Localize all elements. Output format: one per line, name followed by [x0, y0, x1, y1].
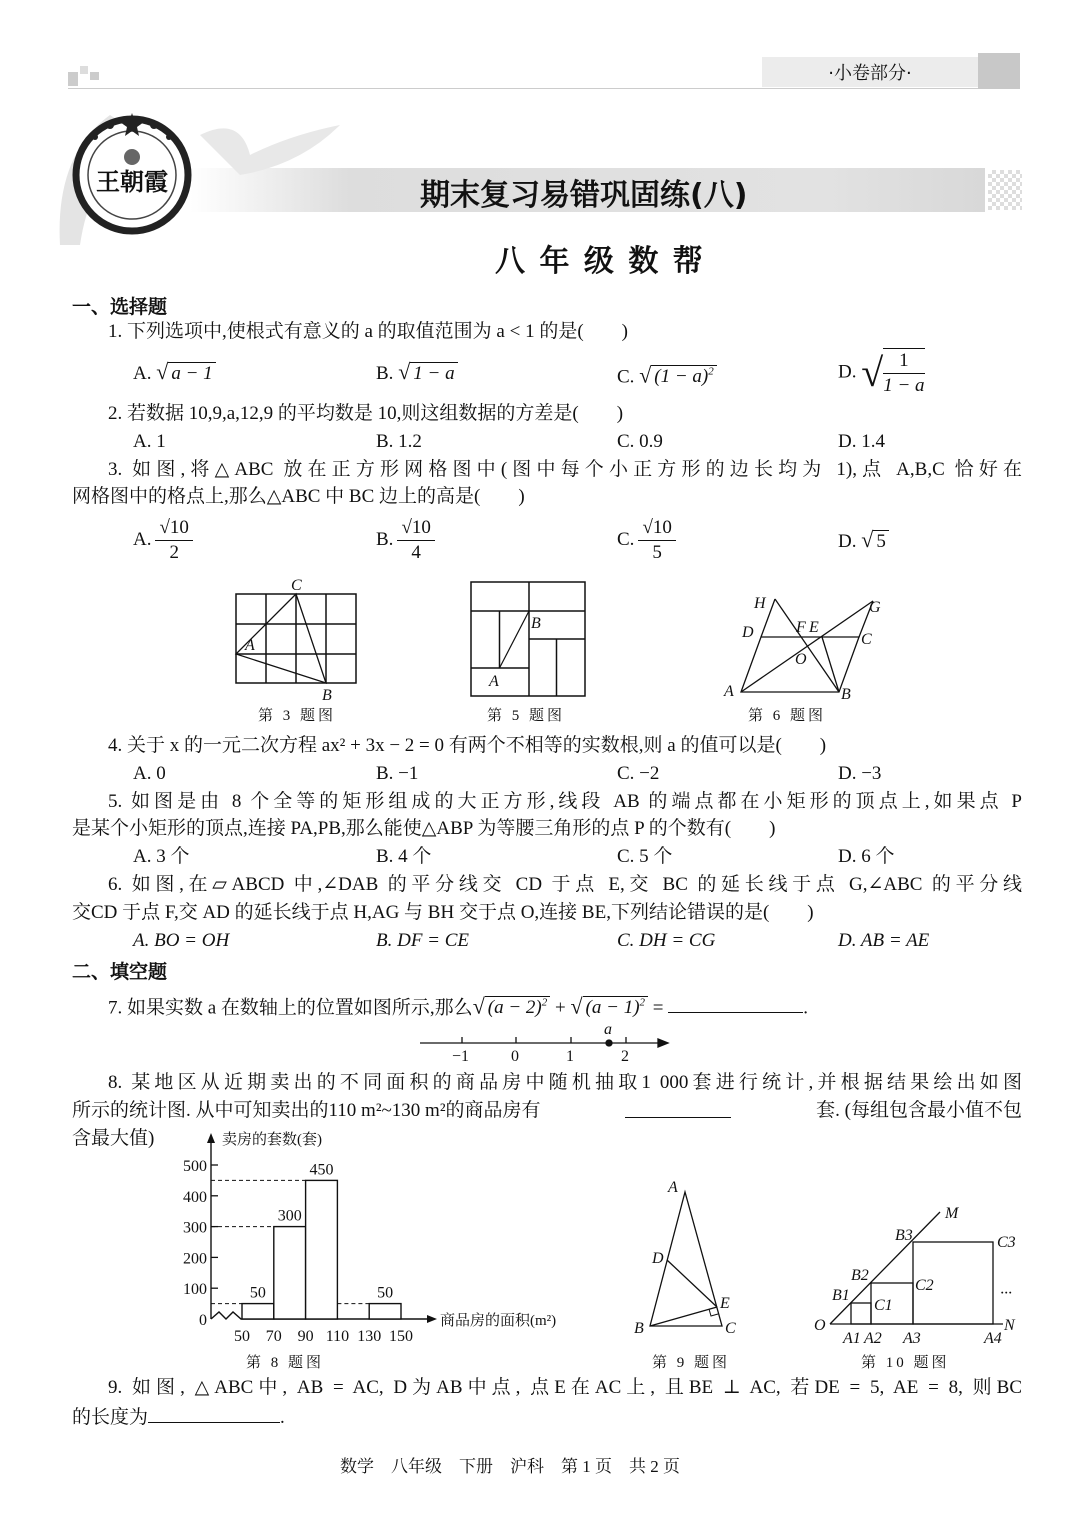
histogram-bar	[274, 1227, 306, 1319]
fig9-label-a: A	[668, 1179, 678, 1196]
x-tick-label: 90	[297, 1328, 314, 1345]
y-tick-label: 300	[183, 1219, 207, 1237]
q3-option-c: C. $\frac{√10}{5}$	[617, 516, 676, 565]
y-axis-label: 卖房的套数(套)	[222, 1132, 322, 1148]
fig10-label-a2: A2	[864, 1330, 882, 1347]
fig10-label-b2: B2	[851, 1267, 869, 1284]
fig6-label-c: C	[861, 631, 872, 648]
q2-text: 2. 若数据 10,9,a,12,9 的平均数是 10,则这组数据的方差是( )	[108, 403, 624, 424]
y-tick-label: 400	[183, 1188, 207, 1206]
fig6-label-b: B	[841, 686, 851, 703]
q1-option-a: A. √ a − 1	[133, 360, 216, 386]
fig3-caption: 第 3 题图	[258, 708, 337, 724]
fig10-label-a3: A3	[903, 1330, 921, 1347]
fig5-label-b: B	[531, 615, 541, 632]
histogram-bar	[306, 1180, 338, 1319]
x-axis-label: 商品房的面积(m²)	[440, 1313, 557, 1329]
fig6-label-g: G	[869, 599, 881, 616]
fig10-label-c1: C1	[874, 1297, 893, 1314]
x-tick-label: 70	[265, 1328, 282, 1345]
fig6-label-h: H	[754, 595, 766, 612]
number-line-tick: −1	[452, 1048, 470, 1065]
fig8-caption: 第 8 题图	[246, 1355, 325, 1371]
number-line-tick: 0	[511, 1048, 519, 1065]
number-line-tick: 1	[566, 1048, 574, 1065]
q5-option-d: D. 6 个	[838, 846, 895, 867]
x-tick-label: 50	[234, 1328, 250, 1345]
fig6-label-o: O	[795, 651, 807, 668]
fig5-caption: 第 5 题图	[487, 708, 566, 724]
q2-option-a: A. 1	[133, 431, 166, 452]
bar-data-label: 50	[249, 1284, 266, 1302]
fig6-label-d: D	[742, 624, 754, 641]
q1-option-d: D. √ $\frac{1}{1 - a}$	[838, 350, 925, 396]
q3-line-1: 3. 如图,将△ABC 放在正方形网格图中(图中每个小正方形的边长均为 1),点 A,B,C 恰好在	[108, 459, 1022, 480]
number-line	[420, 1037, 668, 1047]
fig9-label-c: C	[725, 1320, 736, 1337]
x-tick-label: 150	[389, 1328, 413, 1345]
fig10-label-b1: B1	[832, 1287, 850, 1304]
fig3-label-a: A	[245, 637, 255, 654]
fig10-label-o: O	[814, 1317, 826, 1334]
x-tick-label: 130	[357, 1328, 382, 1345]
q5-option-b: B. 4 个	[376, 846, 432, 867]
q1-option-b: B. √ 1 − a	[376, 360, 458, 386]
q2-option-d: D. 1.4	[838, 431, 885, 452]
q5-option-a: A. 3 个	[133, 846, 190, 867]
page-subtitle: 八 年 级 数 帮	[495, 244, 705, 279]
fig9-label-d: D	[652, 1250, 664, 1267]
fig6-label-e: E	[809, 619, 819, 636]
svg-text:王朝霞: 王朝霞	[96, 168, 168, 196]
fig10-label-c3: C3	[997, 1234, 1016, 1251]
fig10-label-n: N	[1004, 1317, 1015, 1334]
y-tick-label: 200	[183, 1250, 207, 1268]
section-tag: ·小卷部分·	[828, 63, 912, 84]
q3-line-2: 网格图中的格点上,那么△ABC 中 BC 边上的高是( )	[72, 486, 525, 507]
q6-line-2: 交CD 于点 F,交 AD 的延长线于点 H,AG 与 BH 交于点 O,连接 BE,下列结论错误的是( )	[72, 902, 814, 923]
fig6-label-f: F	[796, 619, 806, 636]
q1-text: 1. 下列选项中,使根式有意义的 a 的取值范围为 a < 1 的是( )	[108, 321, 628, 342]
fig6-parallelogram	[741, 599, 873, 692]
fig10-label-a1: A1	[843, 1330, 861, 1347]
q4-option-a: A. 0	[133, 763, 166, 784]
q5-line-2: 是某个小矩形的顶点,连接 PA,PB,那么能使△ABP 为等腰三角形的点 P 的个数有( )	[72, 818, 776, 839]
bar-data-label: 450	[309, 1161, 334, 1179]
q4-option-c: C. −2	[617, 763, 660, 784]
fig9-caption: 第 9 题图	[652, 1355, 731, 1371]
q3-option-b: B. $\frac{√10}{4}$	[376, 516, 435, 565]
q6-option-b: B. DF = CE	[376, 930, 470, 951]
q4-option-b: B. −1	[376, 763, 419, 784]
histogram-bar	[369, 1304, 401, 1319]
fig6-caption: 第 6 题图	[748, 708, 827, 724]
q7-text: 7. 如果实数 a 在数轴上的位置如图所示,那么√ $(a - 2)^2$ + √ $(a - 1)^2$ = .	[108, 993, 808, 1019]
number-line-point-label: a	[604, 1021, 612, 1038]
fig5-label-a: A	[489, 673, 499, 690]
q6-line-1: 6. 如图,在▱ABCD 中,∠DAB 的平分线交 CD 于点 E,交 BC 的延长线于点 G,∠ABC 的平分线	[108, 874, 1022, 895]
y-axis-arrow	[207, 1133, 215, 1143]
fig10-ellipsis: ···	[1000, 1285, 1012, 1302]
q2-option-c: C. 0.9	[617, 431, 663, 452]
fig6-label-a: A	[724, 683, 734, 700]
x-axis-arrow	[427, 1315, 437, 1323]
bar-data-label: 50	[377, 1284, 394, 1302]
y-tick-label: 0	[199, 1312, 207, 1329]
histogram-chart	[183, 1130, 556, 1345]
fig10-label-b3: B3	[895, 1227, 913, 1244]
fig10-label-a4: A4	[984, 1330, 1002, 1347]
fig9-label-b: B	[634, 1320, 644, 1337]
number-line-tick: 2	[621, 1048, 629, 1065]
q8-line-1: 8. 某地区从近期卖出的不同面积的商品房中随机抽取1 000套进行统计,并根据结果绘出如图	[108, 1072, 1022, 1093]
page-footer: 数学 八年级 下册 沪科 第 1 页 共 2 页	[340, 1457, 680, 1476]
fig3-label-c: C	[291, 577, 302, 594]
section-heading-choice: 一、选择题	[72, 296, 168, 318]
section-heading-fill: 二、填空题	[72, 961, 168, 983]
q6-option-a: A. BO = OH	[133, 930, 230, 951]
fig3-label-b: B	[322, 687, 332, 704]
q9-line-1: 9. 如图, △ABC中, AB = AC, D为AB中点, 点E在AC上, 且BE ⊥ AC, 若DE = 5, AE = 8, 则BC	[108, 1377, 1022, 1398]
q5-option-c: C. 5 个	[617, 846, 673, 867]
q8-line-3: 含最大值)	[72, 1128, 155, 1149]
histogram-bar	[242, 1304, 274, 1319]
q6-option-d: D. AB = AE	[838, 930, 930, 951]
q9-line-2: 的长度为 .	[72, 1404, 285, 1430]
bar-data-label: 300	[277, 1207, 302, 1225]
q6-option-c: C. DH = CG	[617, 930, 716, 951]
q4-option-d: D. −3	[838, 763, 882, 784]
q1-option-c: C. √ $(1 - a)^2$	[617, 360, 717, 389]
fig10-caption: 第 10 题图	[861, 1355, 950, 1371]
page-title: 期末复习易错巩固练(八)	[420, 178, 748, 213]
y-tick-label: 100	[183, 1281, 207, 1299]
q3-option-d: D. √ 5	[838, 528, 889, 554]
fig10-label-c2: C2	[915, 1277, 934, 1294]
fig10-label-m: M	[945, 1205, 959, 1222]
fig9-label-e: E	[720, 1295, 730, 1312]
x-tick-label: 110	[325, 1328, 350, 1345]
q8-line-2: 所示的统计图. 从中可知卖出的110 m²~130 m²的商品房有 套. (每组包含最小值不包	[72, 1100, 1022, 1121]
y-tick-label: 500	[183, 1158, 207, 1175]
q4-text: 4. 关于 x 的一元二次方程 ax² + 3x − 2 = 0 有两个不相等的实数根,则 a 的值可以是( )	[108, 735, 827, 756]
q2-option-b: B. 1.2	[376, 431, 422, 452]
q3-option-a: A. $\frac{√10}{2}$	[133, 516, 193, 565]
q5-line-1: 5. 如图是由 8 个全等的矩形组成的大正方形,线段 AB 的端点都在小矩形的顶点上,如果点 P	[108, 791, 1022, 812]
